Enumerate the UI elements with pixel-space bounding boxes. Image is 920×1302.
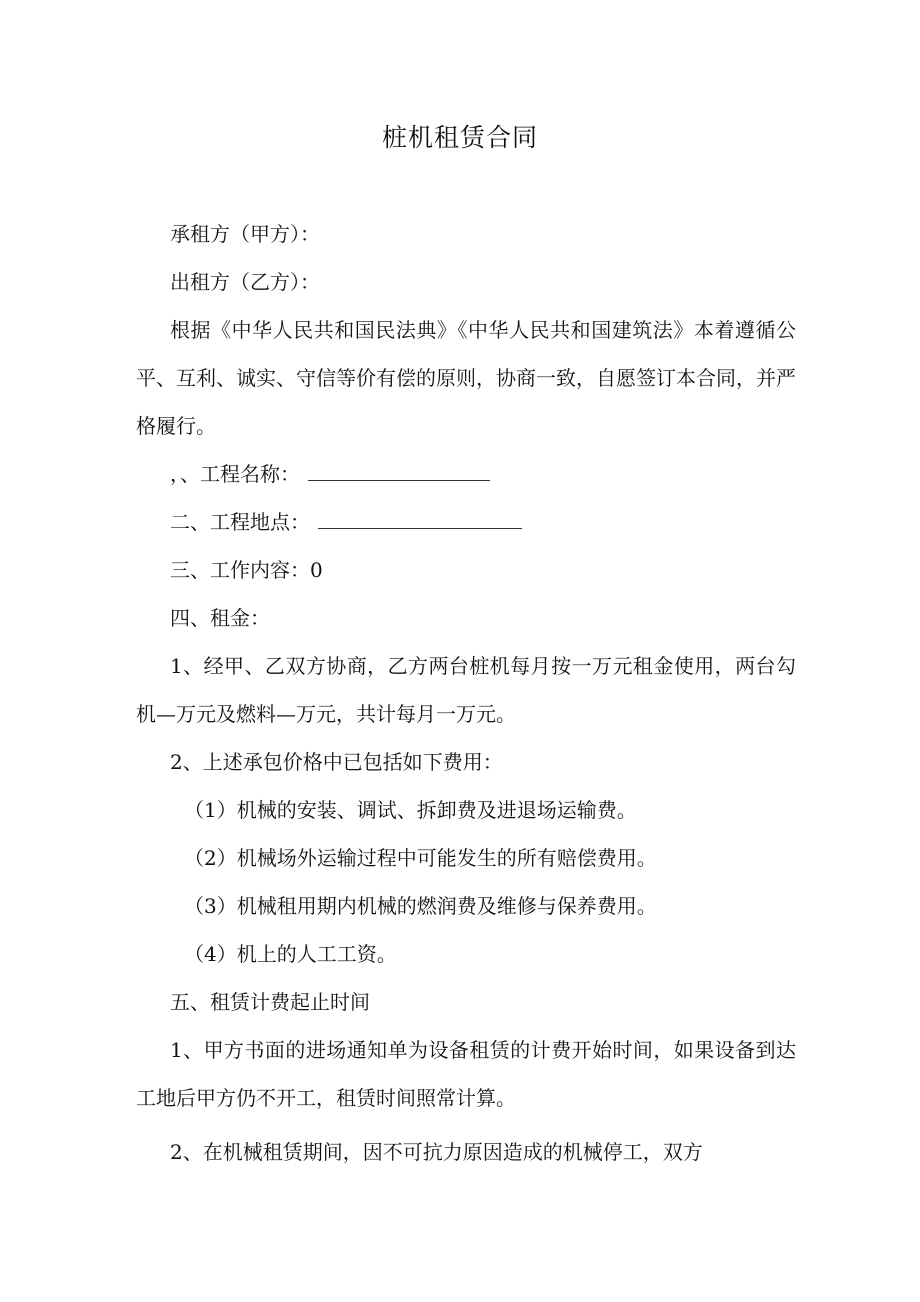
project-location-line: [136, 498, 830, 546]
work-content-line: 三、工作内容：0: [170, 558, 323, 582]
rent-item-1: 1、经甲、乙双方协商，乙方两台桩机每月按一万元租金使用，两台勾机—万元及燃料—万元，共计每月一万元。: [136, 654, 796, 726]
fee-item-4: （4）机上的人工工资。: [184, 942, 397, 966]
fee-item-3: （3）机械租用期内机械的燃润费及维修与保养费用。: [184, 894, 657, 918]
fee-item-1: （1）机械的安装、调试、拆卸费及进退场运输费。: [184, 798, 637, 822]
project-name-blank: [308, 458, 490, 481]
project-location-blank: [318, 506, 522, 529]
project-name-label: ，、工程名称：: [170, 462, 300, 486]
lessor-line: 出租方（乙方）：: [170, 270, 320, 294]
project-name-line: [136, 450, 830, 498]
fee-item-2: （2）机械场外运输过程中可能发生的所有赔偿费用。: [184, 846, 657, 870]
period-item-1: 1、甲方书面的进场通知单为设备租赁的计费开始时间，如果设备到达工地后甲方仍不开工，租赁时间照常计算。: [136, 1038, 796, 1110]
preamble-paragraph: 根据《中华人民共和国民法典》《中华人民共和国建筑法》本着遵循公平、互利、诚实、守信等价有偿的原则，协商一致，自愿签订本合同，并严格履行。: [136, 318, 796, 438]
document-title: 桩机租赁合同: [381, 123, 538, 152]
period-heading: 五、租赁计费起止时间: [170, 990, 370, 1014]
rent-item-2: 2、上述承包价格中已包括如下费用：: [170, 750, 503, 774]
lessee-line: 承租方（甲方）：: [170, 222, 320, 246]
rent-heading: 四、租金：: [170, 606, 270, 630]
period-item-2: 2、在机械租赁期间，因不可抗力原因造成的机械停工，双方: [170, 1140, 703, 1164]
project-location-label: 二、工程地点：: [170, 510, 310, 534]
